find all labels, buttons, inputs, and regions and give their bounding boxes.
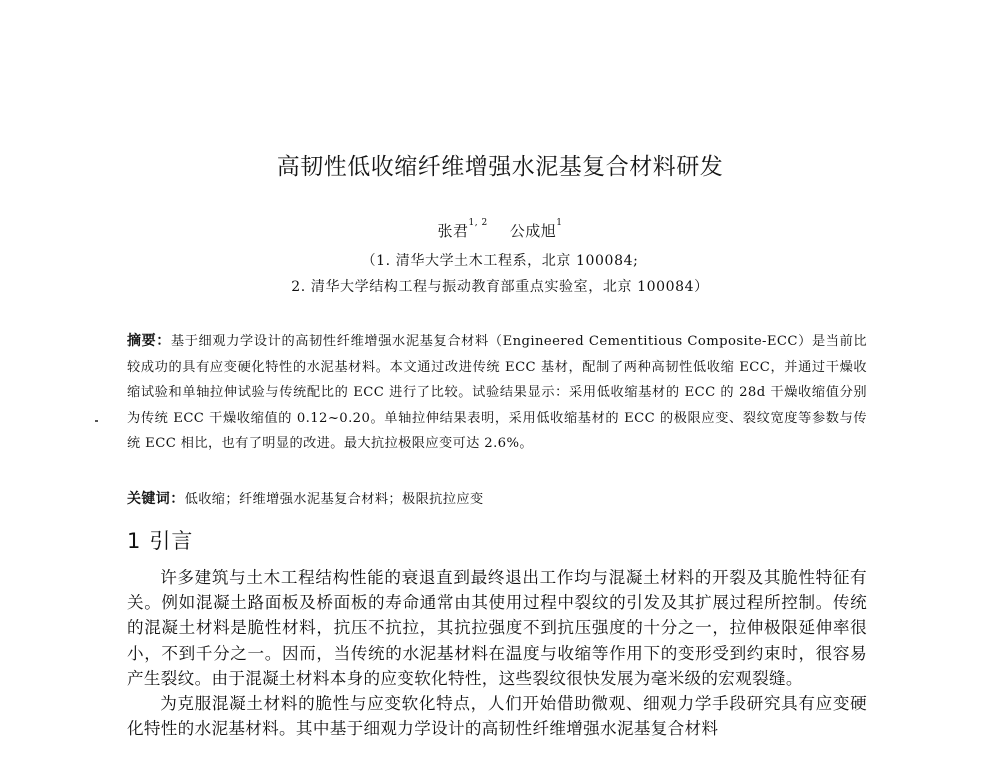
abstract-label: 摘要：	[127, 333, 171, 349]
abstract	[127, 329, 867, 457]
keywords	[127, 488, 867, 508]
section-number: 1	[127, 529, 142, 553]
section-title: 引言	[149, 529, 194, 553]
author-name: 公成旭	[509, 222, 557, 240]
author-affiliation-mark: 1	[556, 218, 563, 228]
paper-title: 高韧性低收缩纤维增强水泥基复合材料研发	[276, 154, 724, 180]
abstract-text: 基于细观力学设计的高韧性纤维增强水泥基复合材料（Engineered Cementitious Composite-ECC）是当前比较成功的具有应变硬化特性的水泥基材料。本文通过改进传统 ECC 基材，配制了两种高韧性低收缩 ECC，并通过干燥收缩试验和单轴拉伸试验与传统配比的 ECC 进行了比较。试验结果显示：采用低收缩基材的 ECC 的 28d 干燥收缩值分别为传统 ECC 干燥收缩值的 0.12~0.20。单轴拉伸结果表明，采用低收缩基材的 ECC 的极限应变、裂纹宽度等参数与传统 ECC 相比，也有了明显的改进。最大抗拉极限应变可达 2.6%。	[127, 334, 867, 451]
body-text	[127, 565, 867, 741]
affiliation-1: （1. 清华大学土木工程系，北京 100084;	[361, 253, 639, 269]
paragraph: 为克服混凝土材料的脆性与应变软化特点，人们开始借助微观、细观力学手段研究具有应变硬化特性的水泥基材料。其中基于细观力学设计的高韧性纤维增强水泥基复合材料	[127, 694, 867, 739]
affiliation-2: 2. 清华大学结构工程与振动教育部重点实验室，北京 100084）	[291, 279, 709, 295]
author-affiliation-mark: 1, 2	[468, 218, 488, 228]
paragraph: 许多建筑与土木工程结构性能的衰退直到最终退出工作均与混凝土材料的开裂及其脆性特征有关。例如混凝土路面板及桥面板的寿命通常由其使用过程中裂纹的引发及其扩展过程所控制。传统的混凝土材料是脆性材料，抗压不抗拉，其抗拉强度不到抗压强度的十分之一，拉伸极限延伸率很小，不到千分之一。因而，当传统的水泥基材料在温度与收缩等作用下的变形受到约束时，很容易产生裂纹。由于混凝土材料本身的应变软化特性，这些裂纹很快发展为毫米级的宏观裂缝。	[127, 568, 867, 688]
keywords-text: 低收缩；纤维增强水泥基复合材料；极限抗拉应变	[184, 492, 484, 507]
keywords-label: 关键词：	[127, 491, 185, 507]
section-heading	[127, 525, 193, 555]
scan-mark	[95, 420, 98, 422]
author-line	[0, 220, 1000, 241]
author-name: 张君	[437, 222, 469, 240]
